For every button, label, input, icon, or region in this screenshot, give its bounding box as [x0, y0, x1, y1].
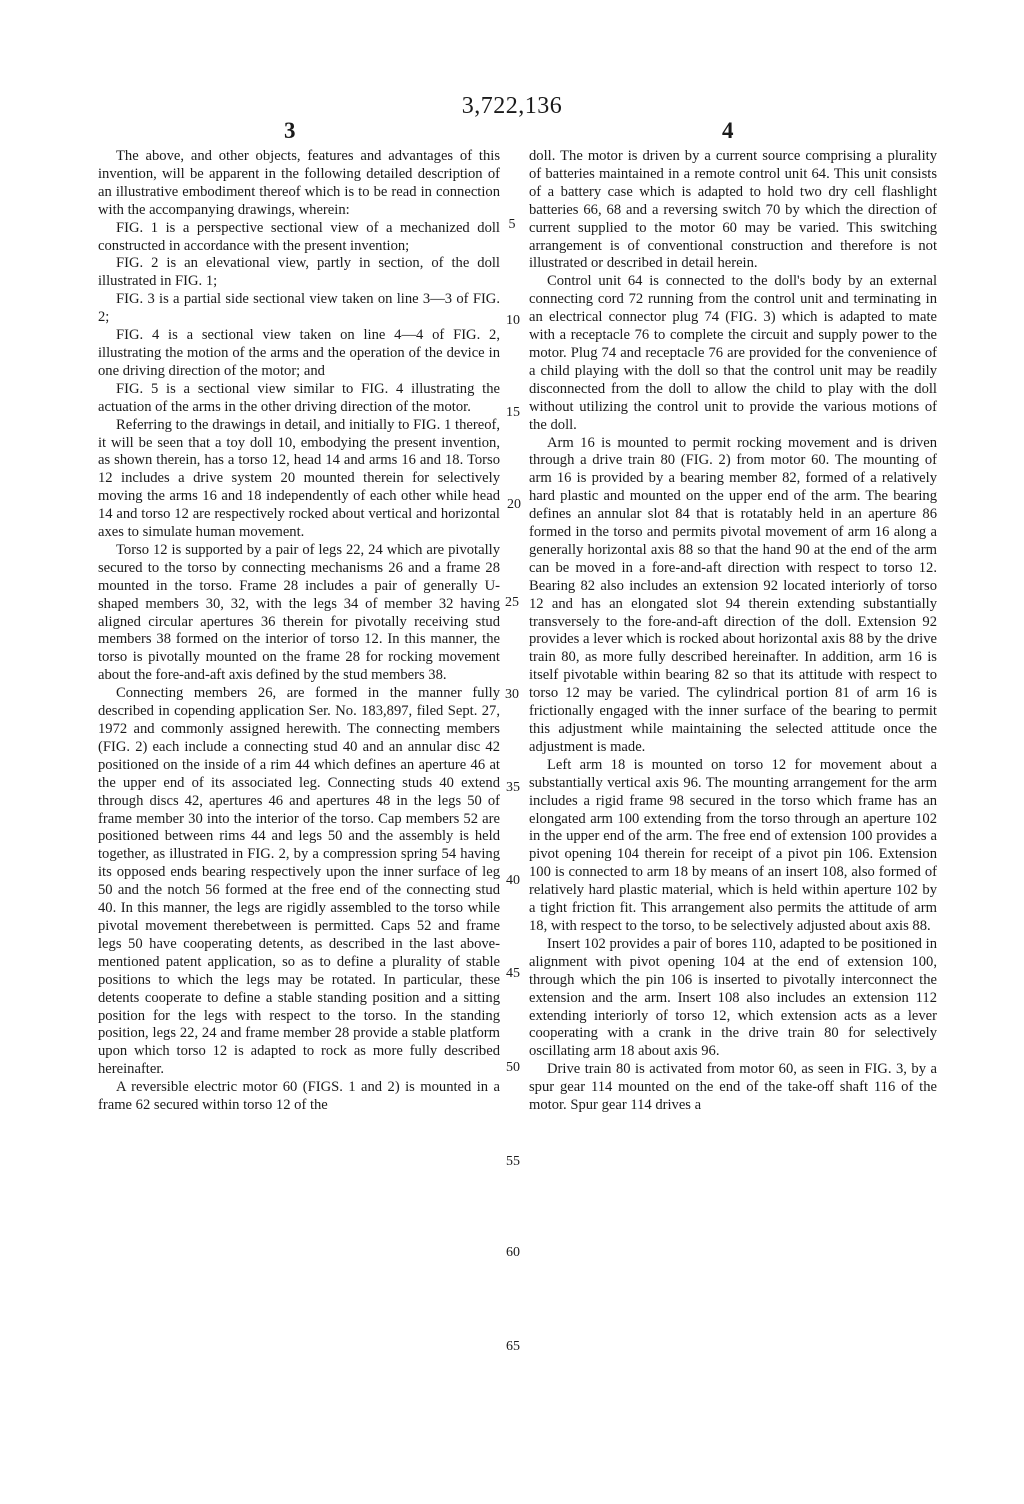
left-column [98, 148, 500, 1115]
patent-number: 3,722,136 [461, 93, 563, 119]
line-number: 60 [506, 1245, 520, 1260]
left-paragraph: Connecting members 26, are formed in the manner fully described in copending application Ser. No. 183,897, filed Sept. 27, 1972 and commonly assigned herewith. The connecting members (FIG. 2) each include a connecting stud 40 and an annular disc 42 positioned on the inside of a rim 44 which defines an aperture 46 at the upper end of its associated leg. Connecting studs 40 extend through discs 42, apertures 46 and apertures 48 in the legs 50 of frame member 30 into the interior of the torso. Cap members 52 are positioned between rims 44 and legs 50 and the assembly is held together, as illustrated in FIG. 2, by a compression spring 54 having its opposed ends bearing respectively upon the inner surface of leg 50 and the notch 56 formed at the free end of the connecting stud 40. In this manner, the legs are rigidly assembled to the torso while pivotal movement therebetween is permitted. Caps 52 and frame legs 50 have cooperating detents, as described in the last above-mentioned patent application, so as to define a plurality of stable positions to which the legs may be rotated. In particular, these detents cooperate to define a stable standing position and a sitting position for the legs with respect to the torso. In the standing position, legs 22, 24 and frame member 28 provide a stable platform upon which torso 12 is adapted to rock as more fully described hereinafter. [98, 685, 500, 1078]
right-paragraph: Control unit 64 is connected to the doll's body by an external connecting cord 72 running from the control unit and terminating in an electrical connector plug 74 (FIG. 3) which is adapted to mate with a receptacle 76 to complete the circuit and supply power to the motor. Plug 74 and receptacle 76 are provided for the convenience of a child playing with the doll so that the control unit may be readily disconnected from the doll to allow the child to play with the doll without utilizing the control unit to provide the various motions of the doll. [529, 273, 937, 433]
line-number: 10 [506, 313, 520, 328]
right-paragraph: doll. The motor is driven by a current source comprising a plurality of batteries maintained in a remote control unit 64. This unit consists of a battery case which is adapted to hold two dry cell flashlight batteries 66, 68 and a reversing switch 70 by which the direction of current supplied to the motor 60 may be varied. This switching arrangement is of conventional construction and therefore is not illustrated or described in detail herein. [529, 148, 937, 272]
line-number: 20 [507, 497, 521, 512]
left-paragraph: FIG. 2 is an elevational view, partly in section, of the doll illustrated in FIG. 1; [98, 255, 500, 290]
line-number: 35 [506, 780, 520, 795]
line-number: 65 [506, 1339, 520, 1354]
left-paragraph: A reversible electric motor 60 (FIGS. 1 and 2) is mounted in a frame 62 secured within torso 12 of the [98, 1079, 500, 1114]
left-paragraph: Torso 12 is supported by a pair of legs 22, 24 which are pivotally secured to the torso by connecting mechanisms 26 and a frame 28 mounted in the torso. Frame 28 includes a pair of generally U-shaped members 30, 32, with the legs 34 of member 32 having aligned circular apertures 36 therein for pivotally receiving stud members 38 formed on the interior of torso 12. In this manner, the torso is pivotally mounted on the frame 28 for rocking movement about the fore-and-aft axis defined by the stud members 38. [98, 541, 500, 684]
right-column [529, 148, 937, 1115]
line-number: 5 [508, 217, 516, 232]
line-number: 25 [505, 595, 519, 610]
line-number: 15 [506, 405, 520, 420]
right-paragraph: Insert 102 provides a pair of bores 110, adapted to be positioned in alignment with pivot opening 104 at the end of extension 100, through which the pin 106 is inserted to pivotally interconnect the extension and the arm. Insert 108 also includes an extension 112 extending interiorly of torso 12, which extension acts as a lever cooperating with a crank in the drive train 80 for selectively oscillating arm 18 about axis 96. [529, 935, 937, 1060]
line-number: 50 [506, 1060, 520, 1075]
line-number: 40 [506, 873, 520, 888]
left-page-number: 3 [284, 118, 296, 143]
right-paragraph: Arm 16 is mounted to permit rocking movement and is driven through a drive train 80 (FIG. 2) from motor 60. The mounting of arm 16 is provided by a bearing member 82, formed of a relatively hard plastic and mounted on the upper end of the arm. The bearing defines an annular slot 84 that is rotatably held in an aperture 86 formed in the torso and permits pivotal movement of arm 16 along a generally horizontal axis 88 so that the hand 90 at the end of the arm can be moved in a fore-and-aft direction with respect to torso 12. Bearing 82 also includes an extension 92 located interiorly of torso 12 and has an elongated slot 94 therein extending substantially transversely to the fore-and-aft direction of the doll. Extension 92 provides a lever which is rocked about horizontal axis 88 by the drive train 80, as more fully described hereinafter. In addition, arm 16 is itself pivotable within bearing 82 so that its attitude with respect to torso 12 may be varied. The cylindrical portion 81 of arm 16 is frictionally engaged with the inner surface of the bearing to permit this adjustment while maintaining the selected attitude once the adjustment is made. [529, 434, 937, 755]
left-paragraph: The above, and other objects, features and advantages of this invention, will be apparent in the following detailed description of an illustrative embodiment thereof which is to be read in connection with the accompanying drawings, wherein: [98, 148, 500, 218]
line-number: 30 [505, 687, 519, 702]
line-number: 55 [506, 1154, 520, 1169]
left-paragraph: FIG. 4 is a sectional view taken on line 4—4 of FIG. 2, illustrating the motion of the arms and the operation of the device in one driving direction of the motor; and [98, 327, 500, 379]
line-number: 45 [506, 966, 520, 981]
left-paragraph: FIG. 3 is a partial side sectional view taken on line 3—3 of FIG. 2; [98, 291, 500, 326]
right-paragraph: Left arm 18 is mounted on torso 12 for movement about a substantially vertical axis 96. The mounting arrangement for the arm includes a rigid frame 98 secured in the torso which frame has an elongated arm 100 extending from the torso through an aperture 102 in the upper end of the arm. The free end of extension 100 provides a pivot opening 104 therein for receipt of a pivot pin 106. Extension 100 is connected to arm 18 by means of an insert 108, also formed of relatively hard plastic material, which is held within aperture 102 by a tight friction fit. This arrangement also permits the attitude of arm 18, with respect to the torso, to be selectively adjusted about axis 88. [529, 756, 937, 934]
right-page-number: 4 [722, 118, 734, 143]
left-paragraph: FIG. 5 is a sectional view similar to FIG. 4 illustrating the actuation of the arms in the other driving direction of the motor. [98, 380, 500, 415]
right-paragraph: Drive train 80 is activated from motor 60, as seen in FIG. 3, by a spur gear 114 mounted on the end of the take-off shaft 116 of the motor. Spur gear 114 drives a [529, 1061, 937, 1114]
left-paragraph: Referring to the drawings in detail, and initially to FIG. 1 thereof, it will be seen that a toy doll 10, embodying the present invention, as shown therein, has a torso 12, head 14 and arms 16 and 18. Torso 12 includes a drive system 20 mounted therein for selectively moving the arms 16 and 18 independently of each other while head 14 and torso 12 are respectively rocked about vertical and horizontal axes to simulate human movement. [98, 416, 500, 541]
left-paragraph: FIG. 1 is a perspective sectional view of a mechanized doll constructed in accordance with the present invention; [98, 219, 500, 254]
